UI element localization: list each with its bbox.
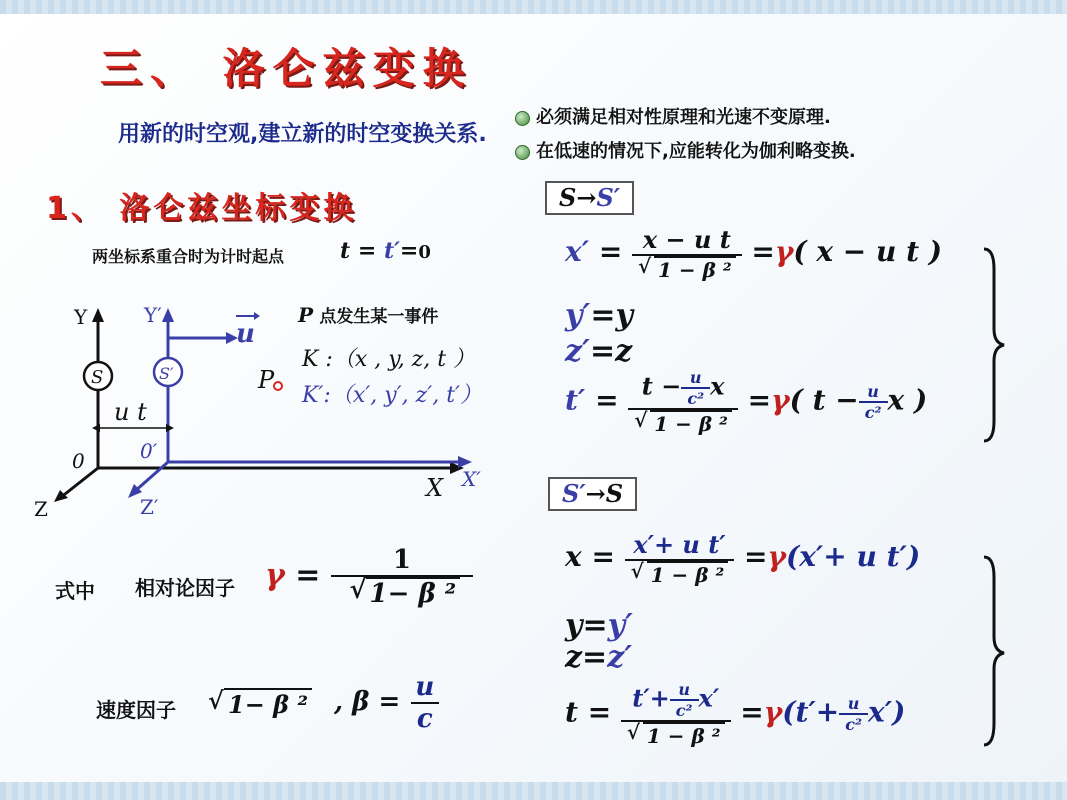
gamma-prefix: 式中	[55, 579, 95, 603]
inverse-transform-label	[548, 477, 637, 511]
inner-denominator: c²	[670, 699, 699, 720]
rhs-part: (t′+	[782, 695, 840, 729]
rhs: y′	[607, 608, 633, 643]
z-axis-label: Z	[34, 497, 48, 521]
inner-numerator: u	[867, 382, 879, 401]
arrow-icon: →	[576, 183, 597, 212]
label-from: S	[559, 183, 577, 212]
forward-x-equation	[565, 225, 942, 282]
y-prime-axis-label: Y′	[144, 303, 162, 327]
bullet-text: 必须满足相对性原理和光速不变原理.	[536, 107, 831, 128]
intro-text: 用新的时空观,建立新的时空变换关系.	[118, 122, 487, 147]
numerator-part: t′+	[632, 683, 670, 713]
gamma-root: √ 1− β ²	[366, 577, 461, 609]
denominator	[628, 408, 738, 436]
bullet-item	[515, 103, 831, 129]
event-note-text: 点发生某一事件	[319, 307, 439, 327]
gamma-denominator	[331, 575, 473, 609]
x-axis-label: X	[426, 474, 444, 502]
k-coordinates: K :（x , y, z, t ）	[302, 347, 476, 372]
speed-root: √ 1− β ²	[224, 688, 312, 719]
s-prime-frame-label: S′	[159, 364, 174, 383]
gamma-symbol: γ	[771, 383, 790, 417]
inverse-z-equation	[565, 640, 632, 675]
section-title: 1、 洛仑兹坐标变换	[46, 191, 358, 226]
x-prime-axis-label: X′	[462, 467, 481, 491]
numerator: x′+ u t′	[633, 530, 726, 559]
bullet-item	[515, 137, 856, 163]
rhs-part: ( t −	[789, 383, 859, 417]
rhs-part: x )	[887, 383, 928, 417]
page-title: 三、 洛仑兹变换	[100, 44, 473, 93]
fraction	[625, 530, 735, 587]
equals-sign: =	[582, 640, 608, 675]
rhs: y	[615, 298, 633, 333]
ut-label: u t	[114, 398, 147, 426]
fraction	[632, 225, 742, 282]
equals-sign: =	[589, 334, 616, 369]
inverse-y-equation	[565, 608, 633, 643]
z-prime-axis-label: Z′	[140, 495, 159, 519]
lhs: x	[565, 540, 582, 573]
equals-sign: =	[751, 235, 775, 268]
beta-numerator: u	[415, 672, 435, 702]
gamma-symbol: γ	[265, 558, 285, 593]
gamma-numerator: 1	[392, 545, 411, 575]
t-prime-symbol: t′	[383, 238, 400, 264]
forward-y-equation	[565, 298, 633, 333]
inverse-t-equation	[565, 680, 905, 748]
ut-right-arrow-icon	[166, 424, 174, 432]
gamma-label: 相对论因子	[135, 576, 235, 600]
inner-numerator: u	[847, 694, 860, 713]
lhs: z	[565, 640, 583, 675]
inner-fraction	[670, 680, 699, 720]
equals-sign: =	[740, 695, 764, 729]
equals-sign: =	[357, 238, 377, 264]
rhs: z	[615, 334, 633, 369]
equals-sign: =	[295, 558, 321, 593]
inner-denominator: c²	[681, 387, 710, 408]
inverse-brace	[978, 553, 1008, 753]
y-arrow-icon	[92, 308, 104, 322]
zero-value: 0	[418, 242, 431, 263]
brace-path	[984, 557, 1004, 745]
top-border	[0, 0, 1067, 14]
denominator	[632, 254, 742, 282]
origin-equation	[340, 238, 431, 264]
ut-left-arrow-icon	[92, 424, 100, 432]
inner-fraction	[839, 694, 868, 734]
t-symbol: t	[340, 238, 351, 264]
bullet-icon	[515, 111, 530, 126]
bottom-border	[0, 782, 1067, 800]
lhs: x′	[565, 235, 590, 268]
label-to: S	[605, 479, 624, 508]
origin-prime-label: 0′	[140, 439, 158, 463]
inner-numerator: u	[678, 680, 690, 699]
inner-denominator: c²	[859, 401, 888, 422]
label-from: S′	[562, 479, 586, 508]
equals-sign: =	[587, 695, 612, 729]
forward-t-equation	[565, 368, 927, 436]
numerator-part: x′	[698, 683, 720, 713]
y-axis-label: Y	[74, 305, 88, 329]
gamma-fraction	[331, 545, 473, 609]
equals-sign: =	[598, 235, 623, 268]
gamma-symbol: γ	[774, 235, 794, 268]
gamma-symbol: γ	[767, 540, 786, 573]
numerator	[626, 680, 725, 720]
arrow-icon: →	[585, 479, 606, 508]
inner-fraction	[681, 368, 710, 408]
rhs-part: x′)	[868, 695, 906, 729]
s-frame-label: S	[91, 367, 104, 388]
equals-sign: =	[582, 608, 608, 643]
equals-sign: =	[378, 687, 401, 717]
root: √ 1 − β ²	[654, 256, 736, 282]
inner-numerator: u	[689, 368, 702, 387]
velocity-label: u	[236, 319, 255, 349]
beta-fraction	[409, 672, 440, 734]
bullet-text: 在低速的情况下,应能转化为伽利略变换.	[536, 141, 856, 162]
gamma-formula	[265, 545, 473, 609]
comma: ,	[334, 687, 344, 717]
inverse-x-equation	[565, 530, 920, 587]
lhs: y′	[565, 298, 591, 333]
equals-sign: =	[399, 238, 419, 264]
beta-formula	[334, 672, 440, 734]
root: √ 1 − β ²	[643, 722, 725, 748]
equals-sign: =	[744, 540, 768, 573]
equals-sign: =	[747, 383, 772, 417]
y-prime-arrow-icon	[162, 308, 174, 322]
denominator	[625, 559, 735, 587]
rhs: (x′+ u t′)	[785, 540, 921, 573]
forward-transform-label	[545, 181, 634, 215]
point-p-label: P	[258, 366, 275, 394]
numerator	[636, 368, 731, 408]
equals-sign: =	[590, 298, 616, 333]
rhs: z′	[607, 640, 633, 675]
numerator-part: t −	[641, 371, 682, 401]
origin-label: 0	[72, 449, 85, 473]
speed-factor-root	[222, 688, 312, 719]
fraction	[621, 680, 731, 748]
numerator: x − u t	[642, 225, 731, 254]
beta-denominator: c	[411, 702, 439, 734]
event-note	[298, 302, 438, 327]
p-symbol: P	[298, 303, 314, 327]
forward-brace	[978, 245, 1008, 445]
lhs: y	[565, 608, 583, 643]
brace-path	[984, 249, 1004, 441]
equals-sign: =	[591, 540, 615, 573]
root: √ 1 − β ²	[650, 410, 732, 436]
origin-note: 两坐标系重合时为计时起点	[92, 247, 285, 266]
lhs: z′	[565, 334, 590, 369]
beta-symbol: β	[352, 687, 370, 717]
equals-sign: =	[595, 383, 619, 417]
speed-factor-label: 速度因子	[96, 698, 176, 722]
numerator-part: x	[710, 371, 725, 401]
k-prime-coordinates: K′:（x′, y′, z′, t′）	[302, 383, 483, 408]
lhs: t′	[565, 383, 586, 417]
bullet-icon	[515, 145, 530, 160]
rhs: ( x − u t )	[793, 235, 943, 268]
forward-z-equation	[565, 334, 632, 369]
inner-denominator: c²	[839, 713, 868, 734]
denominator	[621, 720, 731, 748]
fraction	[628, 368, 738, 436]
root: √ 1 − β ²	[647, 561, 729, 587]
lhs: t	[565, 695, 578, 729]
point-p-marker	[274, 382, 282, 390]
gamma-symbol: γ	[763, 695, 783, 729]
label-to: S′	[596, 183, 621, 212]
inner-fraction	[859, 382, 888, 422]
